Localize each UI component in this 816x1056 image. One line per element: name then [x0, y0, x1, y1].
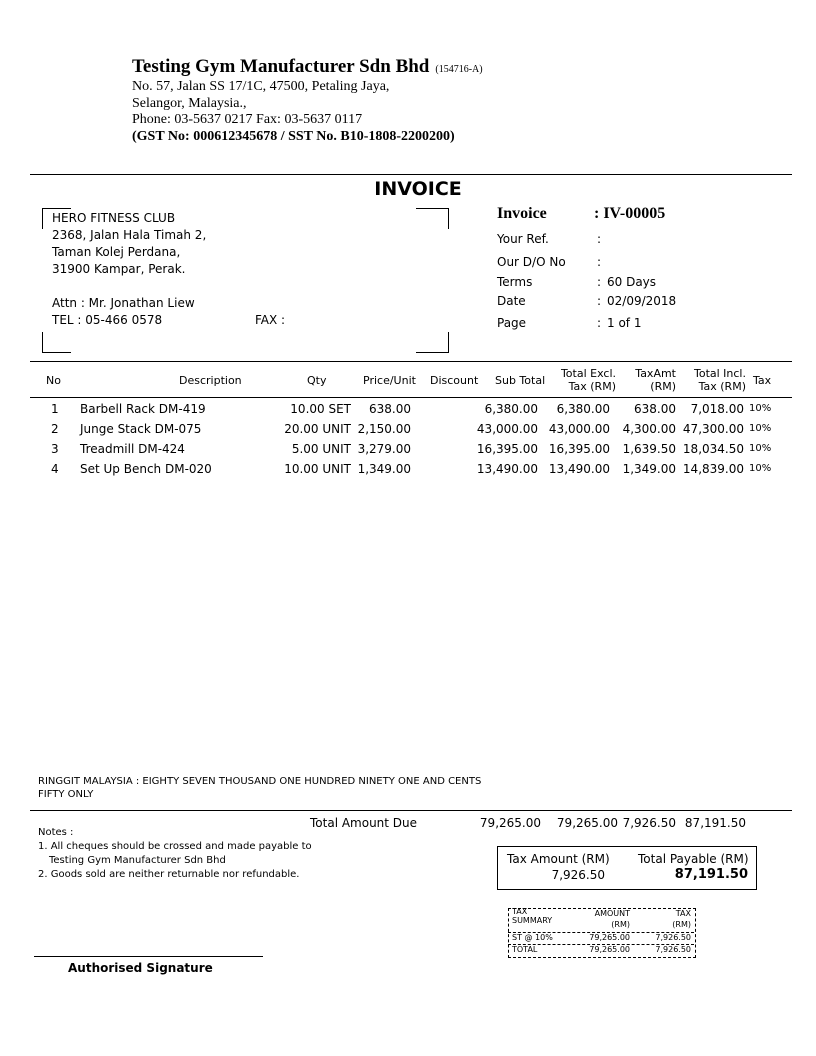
meta-label-page: Page	[497, 316, 527, 330]
cell-tax: 10%	[749, 403, 772, 414]
totals-divider	[30, 810, 792, 811]
col-header-no: No	[46, 374, 61, 387]
meta-value-terms: 60 Days	[607, 275, 657, 289]
meta-value-date: 02/09/2018	[607, 294, 677, 308]
meta-label-date: Date	[497, 294, 526, 308]
header-divider	[30, 174, 792, 175]
company-name-text: Testing Gym Manufacturer Sdn Bhd	[132, 56, 430, 77]
customer-attn: Attn : Mr. Jonathan Liew	[52, 296, 195, 310]
cell-total-excl: 13,490.00	[548, 462, 610, 476]
company-address-line1: No. 57, Jalan SS 17/1C, 47500, Petaling Jaya,	[132, 79, 390, 94]
cell-tax: 10%	[749, 463, 772, 474]
cell-no: 4	[51, 462, 59, 476]
company-reg-no: (154716-A)	[435, 64, 483, 75]
tax-summary-row-amount: 79,265.00	[589, 933, 630, 942]
company-name	[132, 56, 483, 78]
cell-price: 638.00	[369, 402, 411, 416]
tax-summary-header-1a: TAX	[512, 907, 528, 916]
tax-summary-header-3a: TAX	[675, 909, 691, 918]
address-bracket-bottom-left	[42, 332, 71, 353]
company-address-line2: Selangor, Malaysia.,	[132, 96, 247, 111]
company-gst-sst: (GST No: 000612345678 / SST No. B10-1808-2200200)	[132, 129, 455, 144]
tax-summary-header-3b: (RM)	[672, 920, 691, 929]
table-row	[0, 462, 816, 480]
notes-line2: Testing Gym Manufacturer Sdn Bhd	[49, 855, 226, 866]
cell-qty: 20.00 UNIT	[284, 422, 351, 436]
cell-tax-amt: 4,300.00	[622, 422, 676, 436]
tax-summary-row-label: ST @ 10%	[512, 933, 553, 942]
col-header-total-excl	[556, 367, 616, 393]
address-bracket-bottom-right	[416, 332, 449, 353]
table-row	[0, 402, 816, 420]
col-header-total-incl	[690, 367, 746, 393]
tax-summary-total-label: TOTAL	[512, 945, 538, 954]
table-header-divider	[30, 397, 792, 398]
meta-value-page: 1 of 1	[607, 316, 642, 330]
cell-tax: 10%	[749, 423, 772, 434]
cell-description: Junge Stack DM-075	[80, 422, 202, 436]
signature-line	[34, 956, 263, 957]
cell-total-incl: 14,839.00	[682, 462, 744, 476]
col-header-qty: Qty	[307, 374, 327, 387]
cell-description: Set Up Bench DM-020	[80, 462, 212, 476]
col-header-tax: Tax	[753, 374, 772, 387]
company-phone-fax: Phone: 03-5637 0217 Fax: 03-5637 0117	[132, 112, 363, 127]
cell-qty: 10.00 SET	[290, 402, 351, 416]
tax-summary-total-amount: 79,265.00	[589, 945, 630, 954]
cell-price: 2,150.00	[357, 422, 411, 436]
tax-summary-header-1b: SUMMARY	[512, 916, 553, 925]
signature-label: Authorised Signature	[68, 961, 213, 975]
customer-address-line3: 31900 Kampar, Perak.	[52, 262, 186, 276]
cell-sub-total: 16,395.00	[476, 442, 538, 456]
tax-amount-value: 7,926.50	[551, 868, 605, 882]
cell-description: Treadmill DM-424	[80, 442, 185, 456]
meta-colon: :	[597, 232, 602, 246]
cell-no: 2	[51, 422, 59, 436]
cell-tax-amt: 1,639.50	[622, 442, 676, 456]
col-header-total-excl-line1: Total Excl.	[560, 367, 616, 380]
tax-payable-box	[497, 846, 757, 890]
cell-price: 1,349.00	[357, 462, 411, 476]
tax-summary-row-tax: 7,926.50	[655, 933, 691, 942]
invoice-number: : IV-00005	[594, 205, 666, 222]
notes-line1: 1. All cheques should be crossed and made payable to	[38, 841, 312, 852]
customer-name: HERO FITNESS CLUB	[52, 211, 176, 225]
cell-total-incl: 7,018.00	[690, 402, 744, 416]
cell-price: 3,279.00	[357, 442, 411, 456]
cell-sub-total: 43,000.00	[476, 422, 538, 436]
col-header-discount: Discount	[430, 374, 479, 387]
total-tax-amt: 7,926.50	[622, 816, 676, 830]
meta-colon: :	[597, 294, 602, 308]
table-top-divider	[30, 361, 792, 362]
total-incl-tax: 87,191.50	[684, 816, 746, 830]
col-header-tax-amt	[626, 367, 676, 393]
total-amount-due-label: Total Amount Due	[310, 816, 418, 830]
meta-colon: :	[597, 275, 602, 289]
col-header-total-incl-line1: Total Incl.	[693, 367, 746, 380]
cell-qty: 10.00 UNIT	[284, 462, 351, 476]
amount-in-words-line1: RINGGIT MALAYSIA : EIGHTY SEVEN THOUSAND ONE HUNDRED NINETY ONE AND CENTS	[38, 776, 482, 787]
cell-total-excl: 43,000.00	[548, 422, 610, 436]
col-header-tax-amt-line1: TaxAmt	[635, 367, 676, 380]
cell-qty: 5.00 UNIT	[291, 442, 351, 456]
invoice-label: Invoice	[497, 205, 547, 222]
cell-total-excl: 6,380.00	[556, 402, 610, 416]
customer-fax-label: FAX :	[255, 313, 286, 327]
col-header-total-incl-line2: Tax (RM)	[698, 380, 746, 393]
meta-colon: :	[597, 255, 602, 269]
cell-description: Barbell Rack DM-419	[80, 402, 206, 416]
total-payable-value: 87,191.50	[674, 867, 748, 882]
total-excl-tax: 79,265.00	[556, 816, 618, 830]
col-header-sub-total: Sub Total	[495, 374, 546, 387]
customer-address-line1: 2368, Jalan Hala Timah 2,	[52, 228, 207, 242]
tax-summary-header-2b: (RM)	[611, 920, 630, 929]
customer-tel: TEL : 05-466 0578	[52, 313, 163, 327]
meta-label-your-ref: Your Ref.	[497, 232, 549, 246]
cell-tax: 10%	[749, 443, 772, 454]
cell-sub-total: 13,490.00	[476, 462, 538, 476]
cell-sub-total: 6,380.00	[484, 402, 538, 416]
address-bracket-top-right	[416, 208, 449, 229]
table-row	[0, 422, 816, 440]
meta-colon: :	[597, 316, 602, 330]
notes-title: Notes :	[38, 827, 74, 838]
cell-total-incl: 47,300.00	[682, 422, 744, 436]
tax-summary-header-2a: AMOUNT	[594, 909, 630, 918]
col-header-description: Description	[179, 374, 242, 387]
col-header-tax-amt-line2: (RM)	[650, 380, 676, 393]
total-payable-label: Total Payable (RM)	[638, 852, 749, 866]
total-sub-total: 79,265.00	[479, 816, 541, 830]
notes-line3: 2. Goods sold are neither returnable nor refundable.	[38, 869, 300, 880]
cell-tax-amt: 638.00	[634, 402, 676, 416]
meta-label-do-no: Our D/O No	[497, 255, 566, 269]
cell-tax-amt: 1,349.00	[622, 462, 676, 476]
table-row	[0, 442, 816, 460]
cell-total-incl: 18,034.50	[682, 442, 744, 456]
tax-amount-label: Tax Amount (RM)	[507, 852, 610, 866]
document-title: INVOICE	[374, 178, 462, 200]
customer-address-line2: Taman Kolej Perdana,	[52, 245, 181, 259]
col-header-price-unit: Price/Unit	[363, 374, 416, 387]
cell-no: 1	[51, 402, 59, 416]
col-header-total-excl-line2: Tax (RM)	[568, 380, 616, 393]
amount-in-words-line2: FIFTY ONLY	[38, 789, 94, 800]
cell-no: 3	[51, 442, 59, 456]
cell-total-excl: 16,395.00	[548, 442, 610, 456]
tax-summary-total-tax: 7,926.50	[655, 945, 691, 954]
meta-label-terms: Terms	[497, 275, 533, 289]
